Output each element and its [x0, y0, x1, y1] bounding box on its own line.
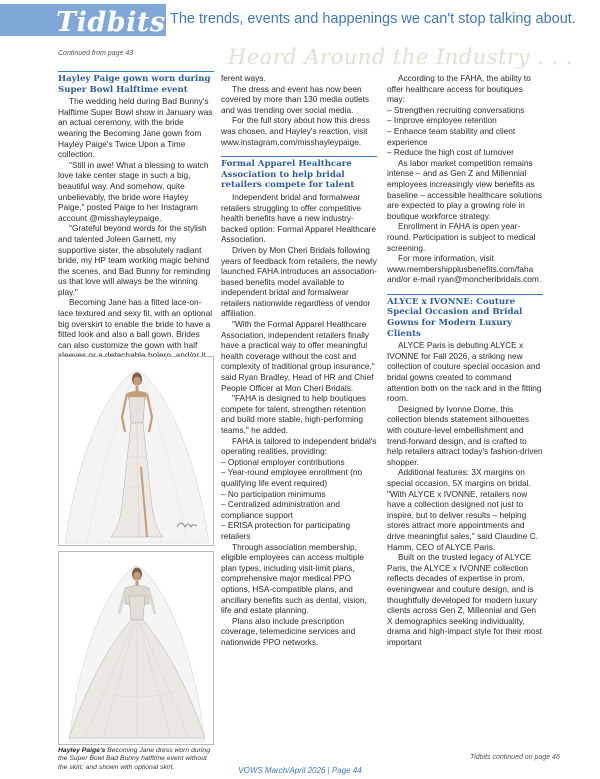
paragraph: Independent bridal and formalwear retailers struggling to offer competitive health benefits have a new industry-backed option: Formal Apparel Healthcare Association. — [221, 191, 376, 245]
caption-name: Hayley Paige's — [58, 747, 106, 754]
section-word: Tidbits — [56, 7, 166, 38]
paragraph: ferent ways. — [221, 73, 266, 83]
paragraph: The wedding held during Bad Bunny's Halftime Super Bowl show in January was an actual ceremony, with the bride wearing the Becoming Jane gown from Hayley Paige's Twice Upon a Time collection. — [58, 96, 213, 160]
paragraph: FAHA is tailored to independent bridal's operating realities, providing: — [221, 435, 377, 457]
page-header — [0, 0, 600, 38]
gown-sketch-fitted — [59, 357, 214, 546]
paragraph: Driven by Mon Cheri Bridals following years of feedback from retailers, the newly launched FAHA introduces an association-based benefits model available to independent bridal and formalwear retailers nationwide regardless of vendor affiliation. — [221, 244, 377, 319]
list-item: – ERISA protection for participating retailers — [221, 520, 351, 541]
paragraph: Additional features: 3X margins on special occasion, 5X margins on bridal. "With ALYCE x IVONNE, retailers now have a collection designed not just to inspire, but to deliver results – helping stores attract more appointments and drive meaningful sales," said Claudine C. Hamm, CEO of ALYCE Paris. — [387, 467, 538, 552]
section-tab — [0, 4, 166, 36]
list-item: – Enhance team stability and client experience — [387, 125, 516, 147]
list-item: – Centralized administration and compliance support — [221, 499, 340, 520]
list-item: – Reduce the high cost of turnover — [387, 147, 514, 158]
paragraph: Plans also include prescription coverage, telemedicine services and nationwide PPO networks. — [221, 615, 356, 647]
caption-text: Becoming Jane dress worn during the Super Bowl Bad Bunny halftime event without the skirt; and shown with optional skirt. — [58, 747, 210, 771]
list-item: – Improve employee retention — [387, 115, 497, 126]
paragraph: "FAHA is designed to help boutiques compete for talent, strengthen retention and build more stable, high-performing teams," he added. — [221, 393, 366, 435]
gown-illustration-fitted — [58, 356, 214, 546]
paragraph: For the full story about how this dress was chosen, and Hayley's reaction, visit www.instagram.com/misshayleypaige. — [221, 115, 370, 147]
continued-from-note: Continued from page 43 — [58, 50, 134, 57]
section-title: Heard Around the Industry . . . — [228, 45, 573, 69]
paragraph: Enrollment in FAHA is open year-round. Participation is subject to medical screening. — [387, 221, 536, 253]
gown-illustration-ballgown — [58, 551, 214, 745]
list-item: – Strengthen recruiting conversations — [387, 104, 525, 115]
gown-sketch-ballgown — [59, 552, 214, 745]
paragraph: As labor market competition remains intense – and as Gen Z and Millennial employees increasingly view benefits as baseline – accessible healthcare solutions are expected to play a growing role in boutique workforce strategy. — [387, 157, 542, 221]
paragraph: According to the FAHA, the ability to offer healthcare access for boutiques may: — [387, 73, 531, 105]
list-item: – Optional employer contributions — [221, 456, 345, 467]
paragraph: The dress and event has now been covered by more than 130 media outlets and was trending over social media. — [221, 83, 370, 115]
list-item: – No participation minimums — [221, 488, 326, 499]
article-heading-alyce-ivonne: ALYCE x IVONNE: Couture Special Occasion and Bridal Gowns for Modern Luxury Clients — [387, 296, 523, 339]
header-tagline: The trends, events and happenings we can't stop talking about. — [170, 11, 576, 27]
article-heading-faha: Formal Apparel Healthcare Association to help bridal retailers compete for talent — [221, 159, 355, 191]
paragraph: ALYCE Paris is debuting ALYCE x IVONNE for Fall 2026, a striking new collection of couture special occasion and bridal gowns created to command attention both on the rack and in the fitting room. — [387, 340, 542, 404]
continued-on-note: Tidbits continued on page 46 — [470, 754, 560, 761]
paragraph: Built on the trusted legacy of ALYCE Paris, the ALYCE x IVONNE collection reflects decades of expertise in prom, eveningwear and couture design, and is thoughtfully developed for modern luxury clients across Gen Z, Millennial and Gen X demographics seeking individuality, drama and high-impact style for their most important — [387, 552, 542, 647]
column-2 — [221, 73, 377, 647]
page-footer: VOWS March/April 2026 | Page 44 — [238, 766, 362, 775]
article-heading-hayley-paige: Hayley Paige gown worn during Super Bowl Halftime event — [58, 74, 211, 95]
list-item: – Year-round employee enrollment (no qualifying life event required) — [221, 467, 363, 488]
paragraph: Through association membership, eligible employees can access multiple plan types, including visit-limit plans, comprehensive major medical PPO options, HSA-compatible plans, and ancillary benefits such as dental, vision, life and estate planning. — [221, 541, 367, 616]
spacer — [221, 147, 377, 155]
paragraph: "With the Formal Apparel Healthcare Association, independent retailers finally have a practical way to offer meaningful health coverage without the cost and complexity of traditional group insurance," said Ryan Bradley, Head of HR and Chief People Officer at Mon Cheri Bridals. — [221, 319, 375, 393]
column-1 — [58, 70, 214, 372]
paragraph: Becoming Jane has a fitted lace-on-lace textured and sexy fit, with an optional big overskirt to enable the bride to have a fitted look and also a ball gown. Brides can also customize the gown with half — [58, 297, 213, 350]
paragraph: "Grateful beyond words for the stylish and talented Joleen Garnett, my supportive sister, the absolutely radiant bride, my HP team working magic behind the scenes, and Bad Bunny for reminding us that love will always be the winning play." — [58, 223, 211, 297]
column-3 — [387, 73, 543, 647]
paragraph: Designed by Ivonne Dome, this collection blends statement silhouettes with couture-level embellishment and trend-forward design, and is crafted to help retailers attract today's fashion-driven shopper. — [387, 403, 543, 467]
paragraph: "Still in awe! What a blessing to watch love take center stage in such a big, beautiful way. And somehow, quite unbelievably, the bride wore Hayley Paige," posted Paige to her Instagram account @misshayleypaige. — [58, 159, 209, 223]
paragraph: For more information, visit www.membershipplusbenefits.com/faha and/or e-mail ryan@moncheribridals.com. — [387, 253, 542, 285]
spacer — [387, 285, 543, 293]
